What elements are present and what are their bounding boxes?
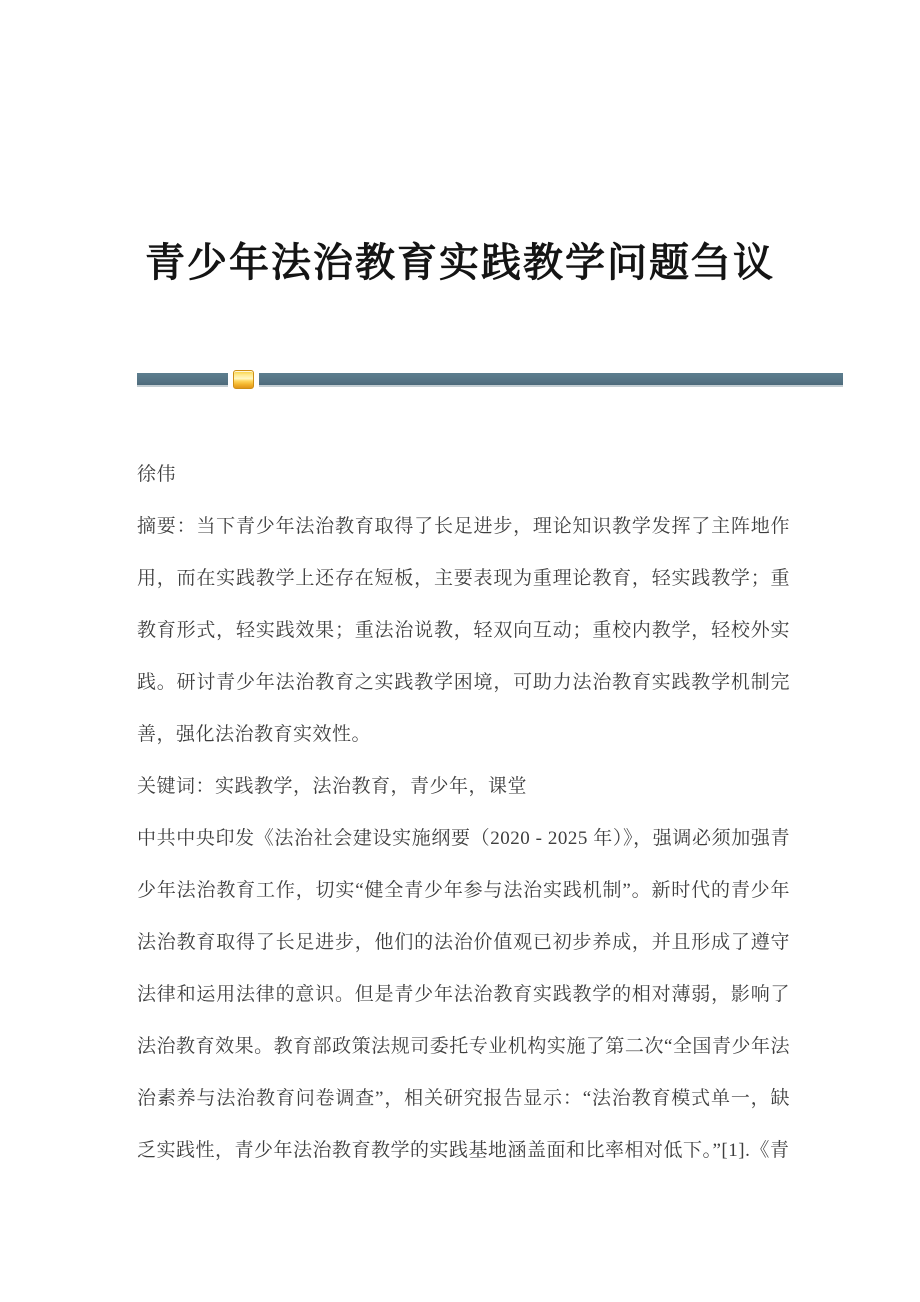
author-name: 徐伟 (137, 464, 177, 485)
body-paragraph: 中共中央印发《法治社会建设实施纲要（2020 - 2025 年）》，强调必须加强青少年法治教育工作，切实“健全青少年参与法治实践机制”。新时代的青少年法治教育取得了长足进步，他们的法治价值观已初步养成，并且形成了遵守法律和运用法律的意识。但是青少年法治教育实践教学的相对薄弱，影响了法治教育效果。教育部政策法规司委托专业机构实施了第二次“全国青少年法治素养与法治教育问卷调查”，相关研究报告显示：“法治教育模式单一，缺乏实践性，青少年法治教育教学的实践基地涵盖面和比率相对低下。”[1].《青 (137, 828, 790, 1161)
title-divider (137, 369, 843, 390)
abstract-paragraph: 摘要：当下青少年法治教育取得了长足进步，理论知识教学发挥了主阵地作用，而在实践教学上还存在短板，主要表现为重理论教育，轻实践教学；重教育形式，轻实践效果；重法治说教，轻双向互动；重校内教学，轻校外实践。研讨青少年法治教育之实践教学困境，可助力法治教育实践教学机制完善，强化法治教育实效性。 (137, 516, 790, 745)
article-content (137, 449, 790, 1177)
gold-bar-icon (233, 370, 254, 389)
keywords-line: 关键词：实践教学，法治教育，青少年，课堂 (137, 776, 528, 797)
page-title: 青少年法治教育实践教学问题刍议 (145, 239, 775, 285)
divider-bar-right (259, 373, 843, 387)
divider-bar-left (137, 373, 228, 387)
